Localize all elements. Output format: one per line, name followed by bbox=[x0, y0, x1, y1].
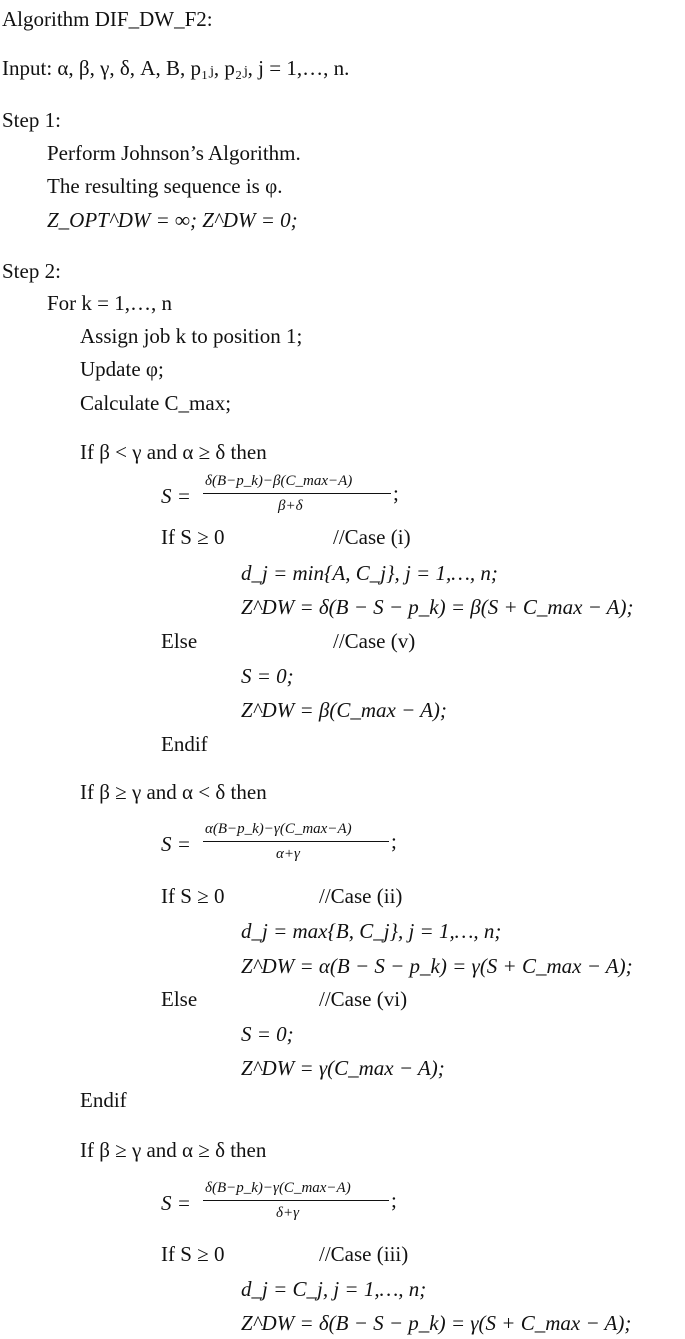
block2-case: //Case (ii) bbox=[319, 884, 403, 908]
block3-if-s: If S ≥ 0 bbox=[161, 1242, 225, 1266]
block2-s0: S = 0; bbox=[241, 1022, 294, 1046]
block2-else: Else bbox=[161, 987, 198, 1011]
block3-case: //Case (iii) bbox=[319, 1242, 409, 1266]
step2-label: Step 2: bbox=[2, 259, 61, 283]
block2-fraction-num: α(B−p_k)−γ(C_max−A) bbox=[205, 821, 352, 837]
block1-dj: d_j = min{A, C_j}, j = 1,…, n; bbox=[241, 561, 498, 585]
step1-label: Step 1: bbox=[2, 108, 61, 132]
block2-if-s: If S ≥ 0 bbox=[161, 884, 225, 908]
block1-s0: S = 0; bbox=[241, 664, 294, 688]
block2-z: Z^DW = α(B − S − p_k) = γ(S + C_max − A); bbox=[241, 954, 633, 978]
algorithm-title: Algorithm DIF_DW_F2: bbox=[2, 7, 213, 31]
block1-case: //Case (i) bbox=[333, 525, 411, 549]
block1-fraction-num: δ(B−p_k)−β(C_max−A) bbox=[205, 473, 353, 489]
block2-dj: d_j = max{B, C_j}, j = 1,…, n; bbox=[241, 919, 502, 943]
block3-fraction-den: δ+γ bbox=[276, 1205, 300, 1221]
block1-if: If β < γ and α ≥ δ then bbox=[80, 440, 267, 464]
block2-case-else: //Case (vi) bbox=[319, 987, 408, 1011]
step2-line-3: Calculate C_max; bbox=[80, 391, 232, 415]
block2-endif: Endif bbox=[80, 1088, 127, 1112]
block3-if: If β ≥ γ and α ≥ δ then bbox=[80, 1138, 267, 1162]
step1-line-3: Z_OPT^DW = ∞; Z^DW = 0; bbox=[47, 208, 298, 232]
block3-fraction-num: δ(B−p_k)−γ(C_max−A) bbox=[205, 1180, 351, 1196]
block3-fraction-bar bbox=[203, 1200, 389, 1201]
block2-fraction-bar bbox=[203, 841, 389, 842]
block1-fraction-den: β+δ bbox=[278, 498, 303, 514]
block1-s-lhs: S = bbox=[161, 484, 191, 508]
step1-line-2: The resulting sequence is φ. bbox=[47, 174, 283, 198]
block2-fraction-den: α+γ bbox=[276, 846, 300, 862]
step2-line-1: Assign job k to position 1; bbox=[80, 324, 303, 348]
block3-z: Z^DW = δ(B − S − p_k) = γ(S + C_max − A); bbox=[241, 1311, 632, 1335]
block3-s-lhs: S = bbox=[161, 1191, 191, 1215]
block1-z: Z^DW = δ(B − S − p_k) = β(S + C_max − A); bbox=[241, 595, 634, 619]
block1-fraction-bar bbox=[203, 493, 391, 494]
block1-else: Else bbox=[161, 629, 198, 653]
step2-for-line: For k = 1,…, n bbox=[47, 291, 173, 315]
block1-z-else: Z^DW = β(C_max − A); bbox=[241, 698, 447, 722]
block1-if-s: If S ≥ 0 bbox=[161, 525, 225, 549]
step2-line-2: Update φ; bbox=[80, 357, 164, 381]
algorithm-input: Input: α, β, γ, δ, A, B, p₁ⱼ, p₂ⱼ, j = 1,…, n. bbox=[2, 56, 350, 80]
step1-line-1: Perform Johnson’s Algorithm. bbox=[47, 141, 301, 165]
block2-if: If β ≥ γ and α < δ then bbox=[80, 780, 267, 804]
block2-z-else: Z^DW = γ(C_max − A); bbox=[241, 1056, 445, 1080]
block1-case-else: //Case (v) bbox=[333, 629, 416, 653]
block3-dj: d_j = C_j, j = 1,…, n; bbox=[241, 1277, 427, 1301]
block2-s-lhs: S = bbox=[161, 832, 191, 856]
block1-endif: Endif bbox=[161, 732, 208, 756]
